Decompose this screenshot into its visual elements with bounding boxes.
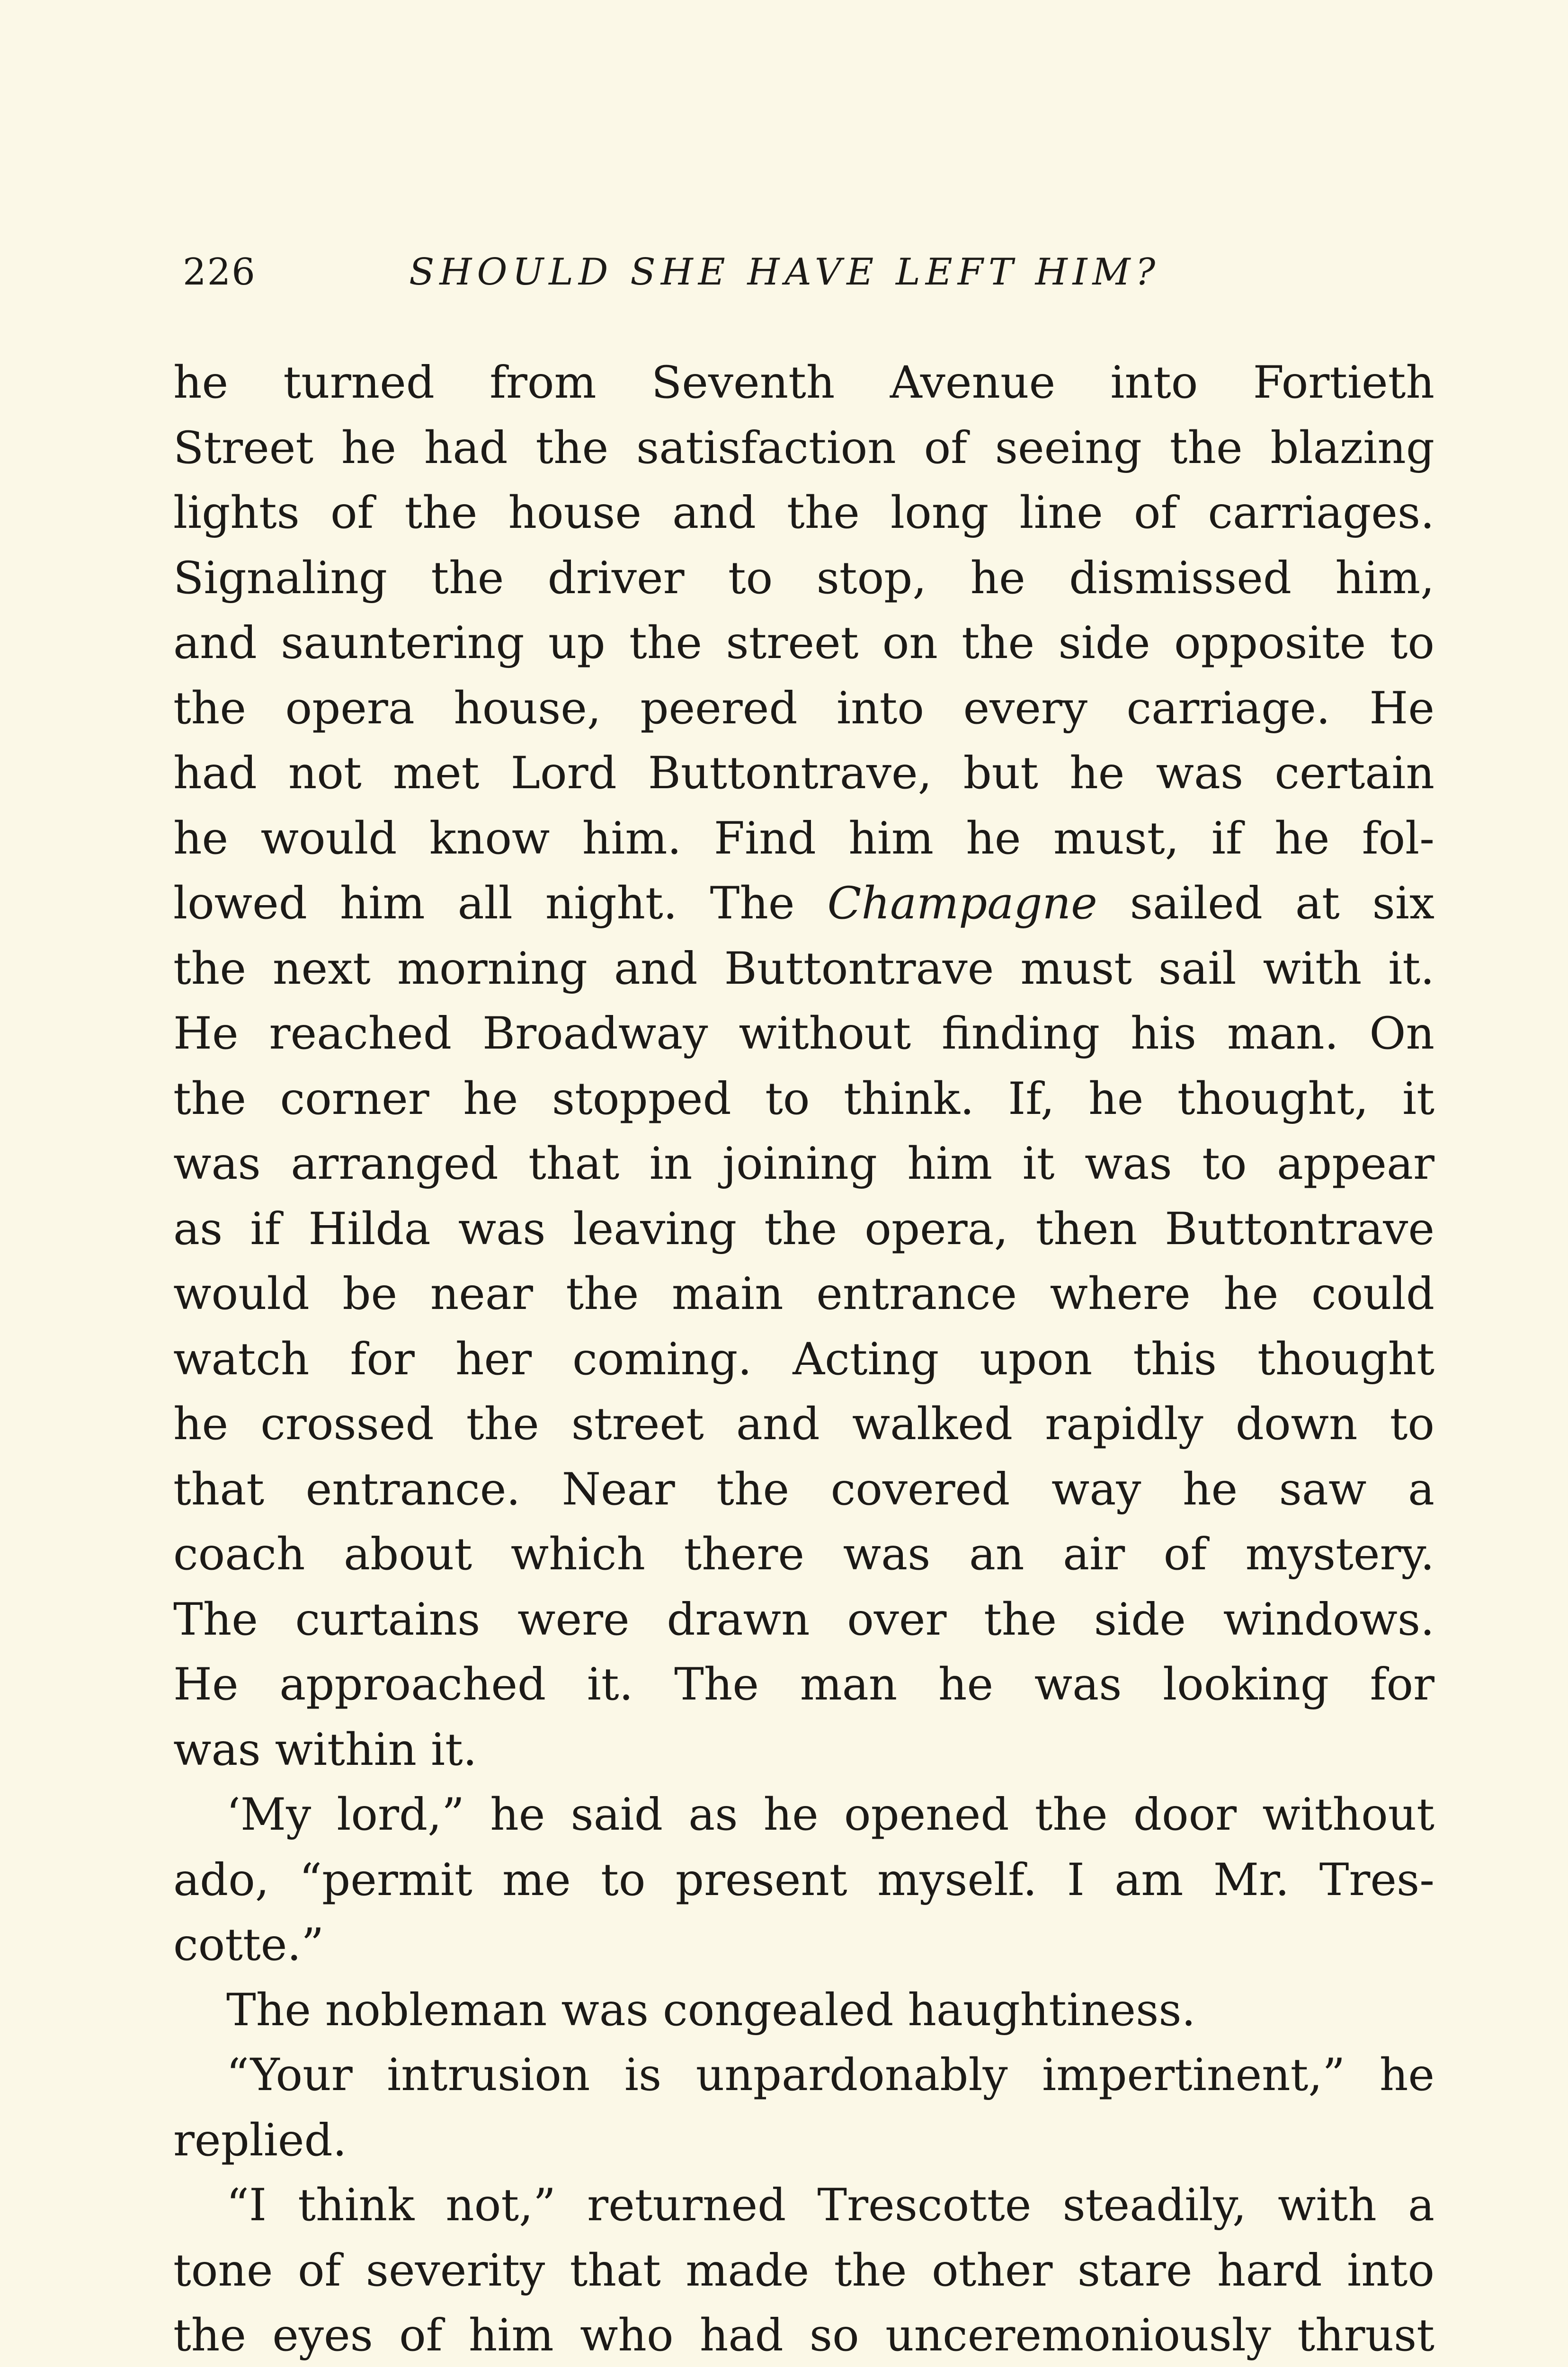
text-line: and sauntering up the street on the side opposite to	[173, 617, 1434, 669]
text-segment: sailed at six	[1130, 878, 1434, 929]
text-segment: lowed him all night. The	[173, 878, 795, 929]
text-line: The curtains were drawn over the side windows.	[173, 1593, 1434, 1646]
text-line: watch for her coming. Acting upon this thought	[173, 1333, 1434, 1385]
text-line: the eyes of him who had so unceremoniously thrust	[173, 2310, 1434, 2361]
text-line: Signaling the driver to stop, he dismissed him,	[173, 552, 1434, 604]
text-line: coach about which there was an air of mystery.	[173, 1529, 1434, 1580]
text-line: had not met Lord Buttontrave, but he was certain	[173, 747, 1434, 799]
text-line: lights of the house and the long line of carriages.	[173, 487, 1434, 539]
running-title: SHOULD SHE HAVE LEFT HIM?	[409, 251, 1161, 294]
text-line: The nobleman was congealed haughtiness.	[226, 1984, 1196, 2036]
text-line: Street he had the satisfaction of seeing the blazing	[173, 422, 1434, 474]
body-text	[173, 350, 1434, 2367]
page-number: 226	[183, 251, 256, 294]
text-line: that entrance. Near the covered way he saw a	[173, 1463, 1434, 1515]
text-line: the opera house, peered into every carriage. He	[173, 682, 1434, 734]
text-line: the next morning and Buttontrave must sail with it.	[173, 943, 1434, 995]
text-line: ado, “permit me to present myself. I am Mr. Tres-	[173, 1854, 1434, 1906]
text-line: he would know him. Find him he must, if he fol-	[173, 812, 1434, 864]
text-line: He reached Broadway without finding his man. On	[173, 1008, 1434, 1059]
ship-name: Champagne	[827, 878, 1097, 929]
running-head	[183, 251, 1452, 317]
text-line: “I think not,” returned Trescotte steadily, with a	[226, 2180, 1434, 2231]
text-line-with-ship-name	[173, 871, 1434, 936]
text-line: was arranged that in joining him it was to appear	[173, 1138, 1434, 1190]
text-line: tone of severity that made the other stare hard into	[173, 2244, 1434, 2296]
text-line: would be near the main entrance where he could	[173, 1268, 1434, 1320]
text-line: He approached it. The man he was looking for	[173, 1659, 1434, 1710]
text-line: was within it.	[173, 1724, 477, 1776]
text-line: he turned from Seventh Avenue into Fortieth	[173, 357, 1434, 409]
text-line: cotte.”	[173, 1919, 324, 1971]
text-line: replied.	[173, 2114, 347, 2166]
text-line: “Your intrusion is unpardonably impertinent,” he	[226, 2049, 1434, 2101]
text-line: the corner he stopped to think. If, he thought, it	[173, 1073, 1434, 1125]
text-line: as if Hilda was leaving the opera, then Buttontrave	[173, 1203, 1434, 1255]
text-line: he crossed the street and walked rapidly down to	[173, 1398, 1434, 1450]
text-line: ‘My lord,” he said as he opened the door without	[226, 1789, 1434, 1841]
